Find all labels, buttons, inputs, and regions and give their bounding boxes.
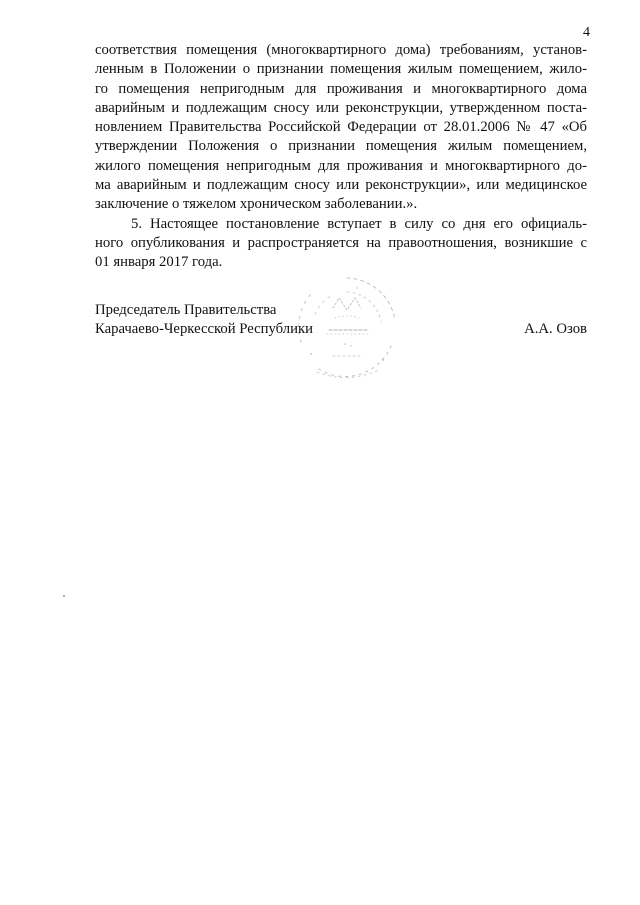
signatory-title-line: Карачаево-Черкесской Республики [95,321,313,338]
text-line: соответствия помещения (многоквартирного дома) требованиям, установ- [95,42,587,58]
text-line: жилого помещения непригодным для проживания и многоквартирного до- [95,157,587,174]
signatory-title-line: Председатель Правительства [95,302,277,318]
text-line: 01 января 2017 года. [95,254,223,271]
text-line: 5. Настоящее постановление вступает в силу со дня его официаль- [131,215,587,232]
text-line: утверждении Положения о признании помещения жилым помещением, [95,138,587,155]
paragraph-amendment-continuation [95,41,587,215]
text-line: го помещения непригодным для проживания и многоквартирного дома [95,80,587,97]
paragraph-clause-5 [95,215,587,273]
text-line: ленным в Положении о признании помещения жилым помещением, жило- [95,61,587,78]
text-line: ного опубликования и распространяется на правоотношения, возникшие с [95,234,587,251]
text-line: аварийным и подлежащим сносу или реконструкции, утвержденном поста- [95,99,587,116]
scan-speck [63,595,65,597]
text-line: новлением Правительства Российской Федерации от 28.01.2006 № 47 «Об [95,119,587,136]
signature-block [95,301,587,349]
document-body [95,41,587,273]
signatory-title [95,301,313,340]
signatory-name: А.А. Озов [524,321,587,337]
text-line: заключение о тяжелом хроническом заболевании.». [95,196,418,213]
page-number: 4 [583,25,590,40]
text-line: ма аварийным и подлежащим сносу или реконструкции», или медицинское [95,177,587,194]
